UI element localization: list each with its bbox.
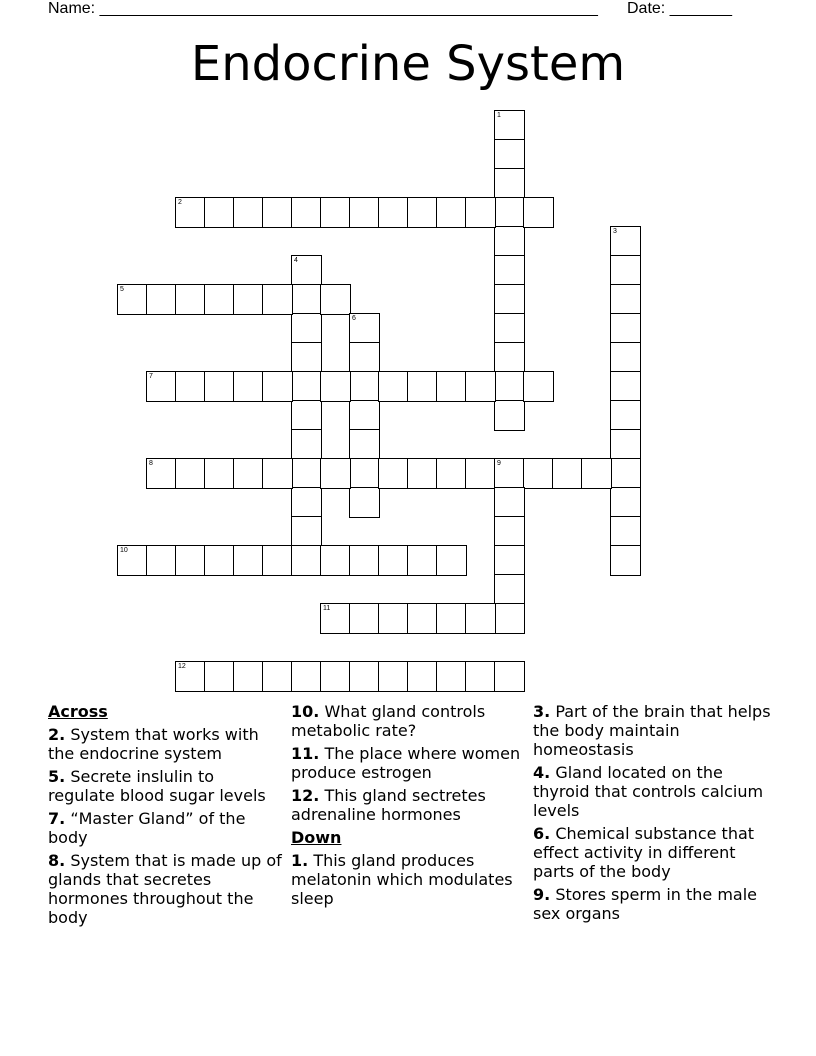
clues-column-1 xyxy=(48,702,284,931)
crossword-cell[interactable] xyxy=(494,255,525,286)
crossword-cell[interactable] xyxy=(349,313,380,344)
crossword-cell[interactable] xyxy=(378,371,409,402)
clue-text: Gland located on the thyroid that controls calcium levels xyxy=(533,763,764,820)
clue-across-12 xyxy=(291,786,523,824)
crossword-cell[interactable] xyxy=(581,458,612,489)
crossword-cell[interactable] xyxy=(407,197,438,228)
clue-number: 9. xyxy=(533,885,551,904)
crossword-cell[interactable] xyxy=(175,284,206,315)
crossword-cell[interactable] xyxy=(436,197,467,228)
clue-number-label: 4 xyxy=(294,257,298,264)
clue-number-label: 7 xyxy=(149,373,153,380)
clue-text: This gland produces melatonin which modulates sleep xyxy=(291,851,513,908)
crossword-cell[interactable] xyxy=(494,313,525,344)
clue-text: Part of the brain that helps the body maintain homeostasis xyxy=(533,702,771,759)
clue-text: “Master Gland” of the body xyxy=(48,809,246,847)
crossword-cell[interactable] xyxy=(494,458,525,489)
clue-text: What gland controls metabolic rate? xyxy=(291,702,486,740)
crossword-cell[interactable] xyxy=(378,458,409,489)
clue-across-7 xyxy=(48,809,284,847)
crossword-cell[interactable] xyxy=(291,487,322,518)
crossword-cell[interactable] xyxy=(175,458,206,489)
crossword-cell[interactable] xyxy=(349,661,380,692)
crossword-cell[interactable] xyxy=(494,400,525,431)
crossword-cell[interactable] xyxy=(233,661,264,692)
crossword-cell[interactable] xyxy=(494,110,525,141)
across-heading: Across xyxy=(48,702,108,721)
clue-number-label: 8 xyxy=(149,460,153,467)
crossword-cell[interactable] xyxy=(610,429,641,460)
clue-number-label: 2 xyxy=(178,199,182,206)
crossword-cell[interactable] xyxy=(349,429,380,460)
crossword-cell[interactable] xyxy=(175,545,206,576)
crossword-cell[interactable] xyxy=(436,545,467,576)
crossword-cell[interactable] xyxy=(494,168,525,199)
clue-number-label: 3 xyxy=(613,228,617,235)
crossword-cell[interactable] xyxy=(494,516,525,547)
crossword-cell[interactable] xyxy=(175,197,206,228)
clue-text: Stores sperm in the male sex organs xyxy=(533,885,758,923)
clue-across-2 xyxy=(48,725,284,763)
crossword-cell[interactable] xyxy=(407,545,438,576)
crossword-cell[interactable] xyxy=(465,458,496,489)
clues-column-2 xyxy=(291,702,523,912)
crossword-cell[interactable] xyxy=(378,197,409,228)
clue-across-10 xyxy=(291,702,523,740)
crossword-cell[interactable] xyxy=(610,284,641,315)
crossword-cell[interactable] xyxy=(262,545,293,576)
clue-number: 11. xyxy=(291,744,320,763)
crossword-cell[interactable] xyxy=(523,197,554,228)
crossword-cell[interactable] xyxy=(233,284,264,315)
crossword-cell[interactable] xyxy=(291,284,322,315)
crossword-cell[interactable] xyxy=(233,197,264,228)
crossword-cell[interactable] xyxy=(436,661,467,692)
clue-text: Chemical substance that effect activity in different parts of the body xyxy=(533,824,755,881)
date-field[interactable]: Date: _______ xyxy=(627,0,732,17)
crossword-cell[interactable] xyxy=(291,516,322,547)
crossword-cell[interactable] xyxy=(610,545,641,576)
clue-down-6 xyxy=(533,824,773,881)
crossword-cell[interactable] xyxy=(291,342,322,373)
crossword-cell[interactable] xyxy=(378,545,409,576)
crossword-cell[interactable] xyxy=(494,574,525,605)
crossword-cell[interactable] xyxy=(146,371,177,402)
crossword-cell[interactable] xyxy=(610,313,641,344)
clue-number: 8. xyxy=(48,851,66,870)
clue-number-label: 6 xyxy=(352,315,356,322)
crossword-cell[interactable] xyxy=(291,458,322,489)
crossword-cell[interactable] xyxy=(320,661,351,692)
clue-across-8 xyxy=(48,851,284,927)
crossword-cell[interactable] xyxy=(465,371,496,402)
clue-number-label: 1 xyxy=(497,112,501,119)
crossword-cell[interactable] xyxy=(494,545,525,576)
crossword-cell[interactable] xyxy=(610,400,641,431)
crossword-cell[interactable] xyxy=(233,371,264,402)
crossword-cell[interactable] xyxy=(204,661,235,692)
crossword-cell[interactable] xyxy=(349,197,380,228)
clue-number: 10. xyxy=(291,702,320,721)
clues-column-3 xyxy=(533,702,773,927)
crossword-cell[interactable] xyxy=(233,458,264,489)
crossword-cell[interactable] xyxy=(407,661,438,692)
clue-text: System that is made up of glands that secretes hormones throughout the body xyxy=(48,851,282,927)
clue-text: This gland sectretes adrenaline hormones xyxy=(291,786,486,824)
clue-down-4 xyxy=(533,763,773,820)
crossword-cell[interactable] xyxy=(175,371,206,402)
crossword-cell[interactable] xyxy=(494,197,525,228)
crossword-cell[interactable] xyxy=(610,458,641,489)
crossword-cell[interactable] xyxy=(494,487,525,518)
crossword-cell[interactable] xyxy=(291,255,322,286)
crossword-cell[interactable] xyxy=(146,284,177,315)
crossword-cell[interactable] xyxy=(523,458,554,489)
clue-text: The place where women produce estrogen xyxy=(291,744,521,782)
clue-number: 12. xyxy=(291,786,320,805)
clue-number-label: 10 xyxy=(120,547,128,554)
clue-number-label: 5 xyxy=(120,286,124,293)
crossword-cell[interactable] xyxy=(204,371,235,402)
crossword-cell[interactable] xyxy=(291,371,322,402)
crossword-cell[interactable] xyxy=(378,603,409,634)
crossword-cell[interactable] xyxy=(610,255,641,286)
crossword-cell[interactable] xyxy=(436,458,467,489)
crossword-cell[interactable] xyxy=(349,603,380,634)
crossword-cell[interactable] xyxy=(117,545,148,576)
clue-text: Secrete inslulin to regulate blood sugar levels xyxy=(48,767,266,805)
crossword-cell[interactable] xyxy=(320,603,351,634)
crossword-cell[interactable] xyxy=(320,458,351,489)
crossword-cell[interactable] xyxy=(349,342,380,373)
clue-number: 5. xyxy=(48,767,66,786)
page-title: Endocrine System xyxy=(190,36,626,92)
crossword-cell[interactable] xyxy=(349,400,380,431)
crossword-cell[interactable] xyxy=(320,545,351,576)
crossword-cell[interactable] xyxy=(291,400,322,431)
crossword-cell[interactable] xyxy=(349,371,380,402)
clue-across-5 xyxy=(48,767,284,805)
crossword-cell[interactable] xyxy=(610,487,641,518)
crossword-cell[interactable] xyxy=(349,545,380,576)
name-field[interactable]: Name: ________________________________________________________ xyxy=(48,0,598,17)
crossword-cell[interactable] xyxy=(146,458,177,489)
crossword-cell[interactable] xyxy=(262,661,293,692)
crossword-cell[interactable] xyxy=(436,371,467,402)
clue-text: System that works with the endocrine system xyxy=(48,725,259,763)
crossword-cell[interactable] xyxy=(407,371,438,402)
crossword-cell[interactable] xyxy=(320,284,351,315)
crossword-cell[interactable] xyxy=(262,197,293,228)
crossword-cell[interactable] xyxy=(523,371,554,402)
crossword-cell[interactable] xyxy=(204,458,235,489)
clue-number-label: 11 xyxy=(323,605,331,612)
crossword-cell[interactable] xyxy=(291,429,322,460)
crossword-cell[interactable] xyxy=(146,545,177,576)
crossword-cell[interactable] xyxy=(494,284,525,315)
crossword-cell[interactable] xyxy=(407,458,438,489)
crossword-cell[interactable] xyxy=(494,342,525,373)
crossword-cell[interactable] xyxy=(262,371,293,402)
down-heading: Down xyxy=(291,828,342,847)
crossword-cell[interactable] xyxy=(320,197,351,228)
clue-down-9 xyxy=(533,885,773,923)
crossword-cell[interactable] xyxy=(262,458,293,489)
crossword-cell[interactable] xyxy=(494,139,525,170)
clue-number: 1. xyxy=(291,851,309,870)
crossword-cell[interactable] xyxy=(465,661,496,692)
crossword-cell[interactable] xyxy=(407,603,438,634)
crossword-cell[interactable] xyxy=(349,458,380,489)
crossword-cell[interactable] xyxy=(117,284,148,315)
crossword-cell[interactable] xyxy=(349,487,380,518)
clue-across-11 xyxy=(291,744,523,782)
crossword-cell[interactable] xyxy=(610,516,641,547)
crossword-cell[interactable] xyxy=(291,545,322,576)
crossword-cell[interactable] xyxy=(494,226,525,257)
crossword-cell[interactable] xyxy=(291,313,322,344)
clue-number: 4. xyxy=(533,763,551,782)
clue-number-label: 9 xyxy=(497,460,501,467)
crossword-cell[interactable] xyxy=(262,284,293,315)
crossword-cell[interactable] xyxy=(320,371,351,402)
crossword-cell[interactable] xyxy=(233,545,264,576)
crossword-cell[interactable] xyxy=(494,603,525,634)
crossword-cell[interactable] xyxy=(378,661,409,692)
crossword-cell[interactable] xyxy=(175,661,206,692)
crossword-cell[interactable] xyxy=(291,197,322,228)
crossword-cell[interactable] xyxy=(494,661,525,692)
clue-number-label: 12 xyxy=(178,663,186,670)
crossword-cell[interactable] xyxy=(610,342,641,373)
clue-number: 2. xyxy=(48,725,66,744)
crossword-cell[interactable] xyxy=(465,197,496,228)
crossword-cell[interactable] xyxy=(465,603,496,634)
crossword-cell[interactable] xyxy=(494,371,525,402)
crossword-cell[interactable] xyxy=(291,661,322,692)
crossword-cell[interactable] xyxy=(610,226,641,257)
crossword-cell[interactable] xyxy=(436,603,467,634)
clue-number: 6. xyxy=(533,824,551,843)
crossword-cell[interactable] xyxy=(204,197,235,228)
crossword-cell[interactable] xyxy=(552,458,583,489)
crossword-cell[interactable] xyxy=(610,371,641,402)
clue-down-1 xyxy=(291,851,523,908)
clue-number: 7. xyxy=(48,809,66,828)
crossword-cell[interactable] xyxy=(204,284,235,315)
crossword-cell[interactable] xyxy=(204,545,235,576)
clue-down-3 xyxy=(533,702,773,759)
clue-number: 3. xyxy=(533,702,551,721)
